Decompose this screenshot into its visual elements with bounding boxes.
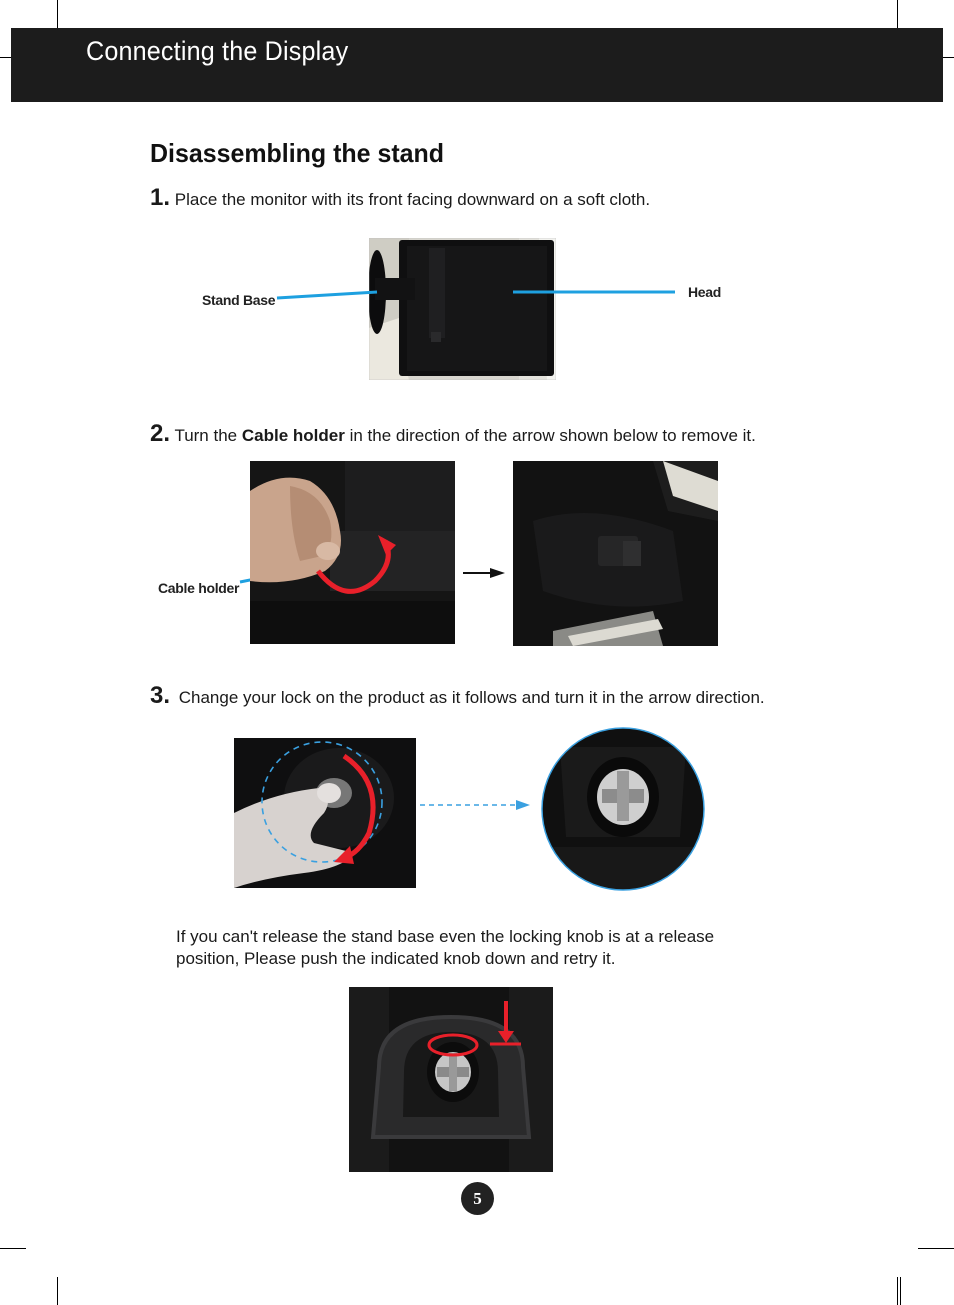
step-text-bold: Cable holder [241,426,345,445]
dashed-pointer-head [516,800,530,810]
step-text: Change your lock on the product as it follows and turn it in the arrow direction. [178,688,765,707]
lock-turn-photo [234,738,416,888]
step-text: Place the monitor with its front facing downward on a soft cloth. [174,190,651,209]
step-number: 2. [150,420,171,447]
step-text-after: in the direction of the arrow shown below to remove it. [349,426,756,445]
note-line-2: position, Please push the indicated knob down and retry it. [176,949,616,968]
release-note [176,926,796,970]
note-line-1: If you can't release the stand base even the locking knob is at a release [176,927,715,946]
page-title: Connecting the Display [86,36,349,66]
head-label: Head [688,284,722,300]
step-number: 1. [150,184,171,211]
cable-holder-label: Cable holder [158,580,240,596]
step-number: 3. [150,682,171,709]
section-title: Disassembling the stand [150,138,445,168]
push-knob-photo [349,987,553,1172]
step-text-before: Turn the [174,426,238,445]
page-number: 5 [461,1182,494,1215]
stand-base-label: Stand Base [202,292,276,308]
cable-holder-turn-photo [250,461,455,644]
step-2 [150,420,756,448]
lock-released-photo [540,727,706,891]
step-3 [150,682,765,710]
next-arrow-head [490,568,505,578]
stand-base-callout-line [277,292,377,298]
cable-holder-removed-photo [513,461,718,646]
